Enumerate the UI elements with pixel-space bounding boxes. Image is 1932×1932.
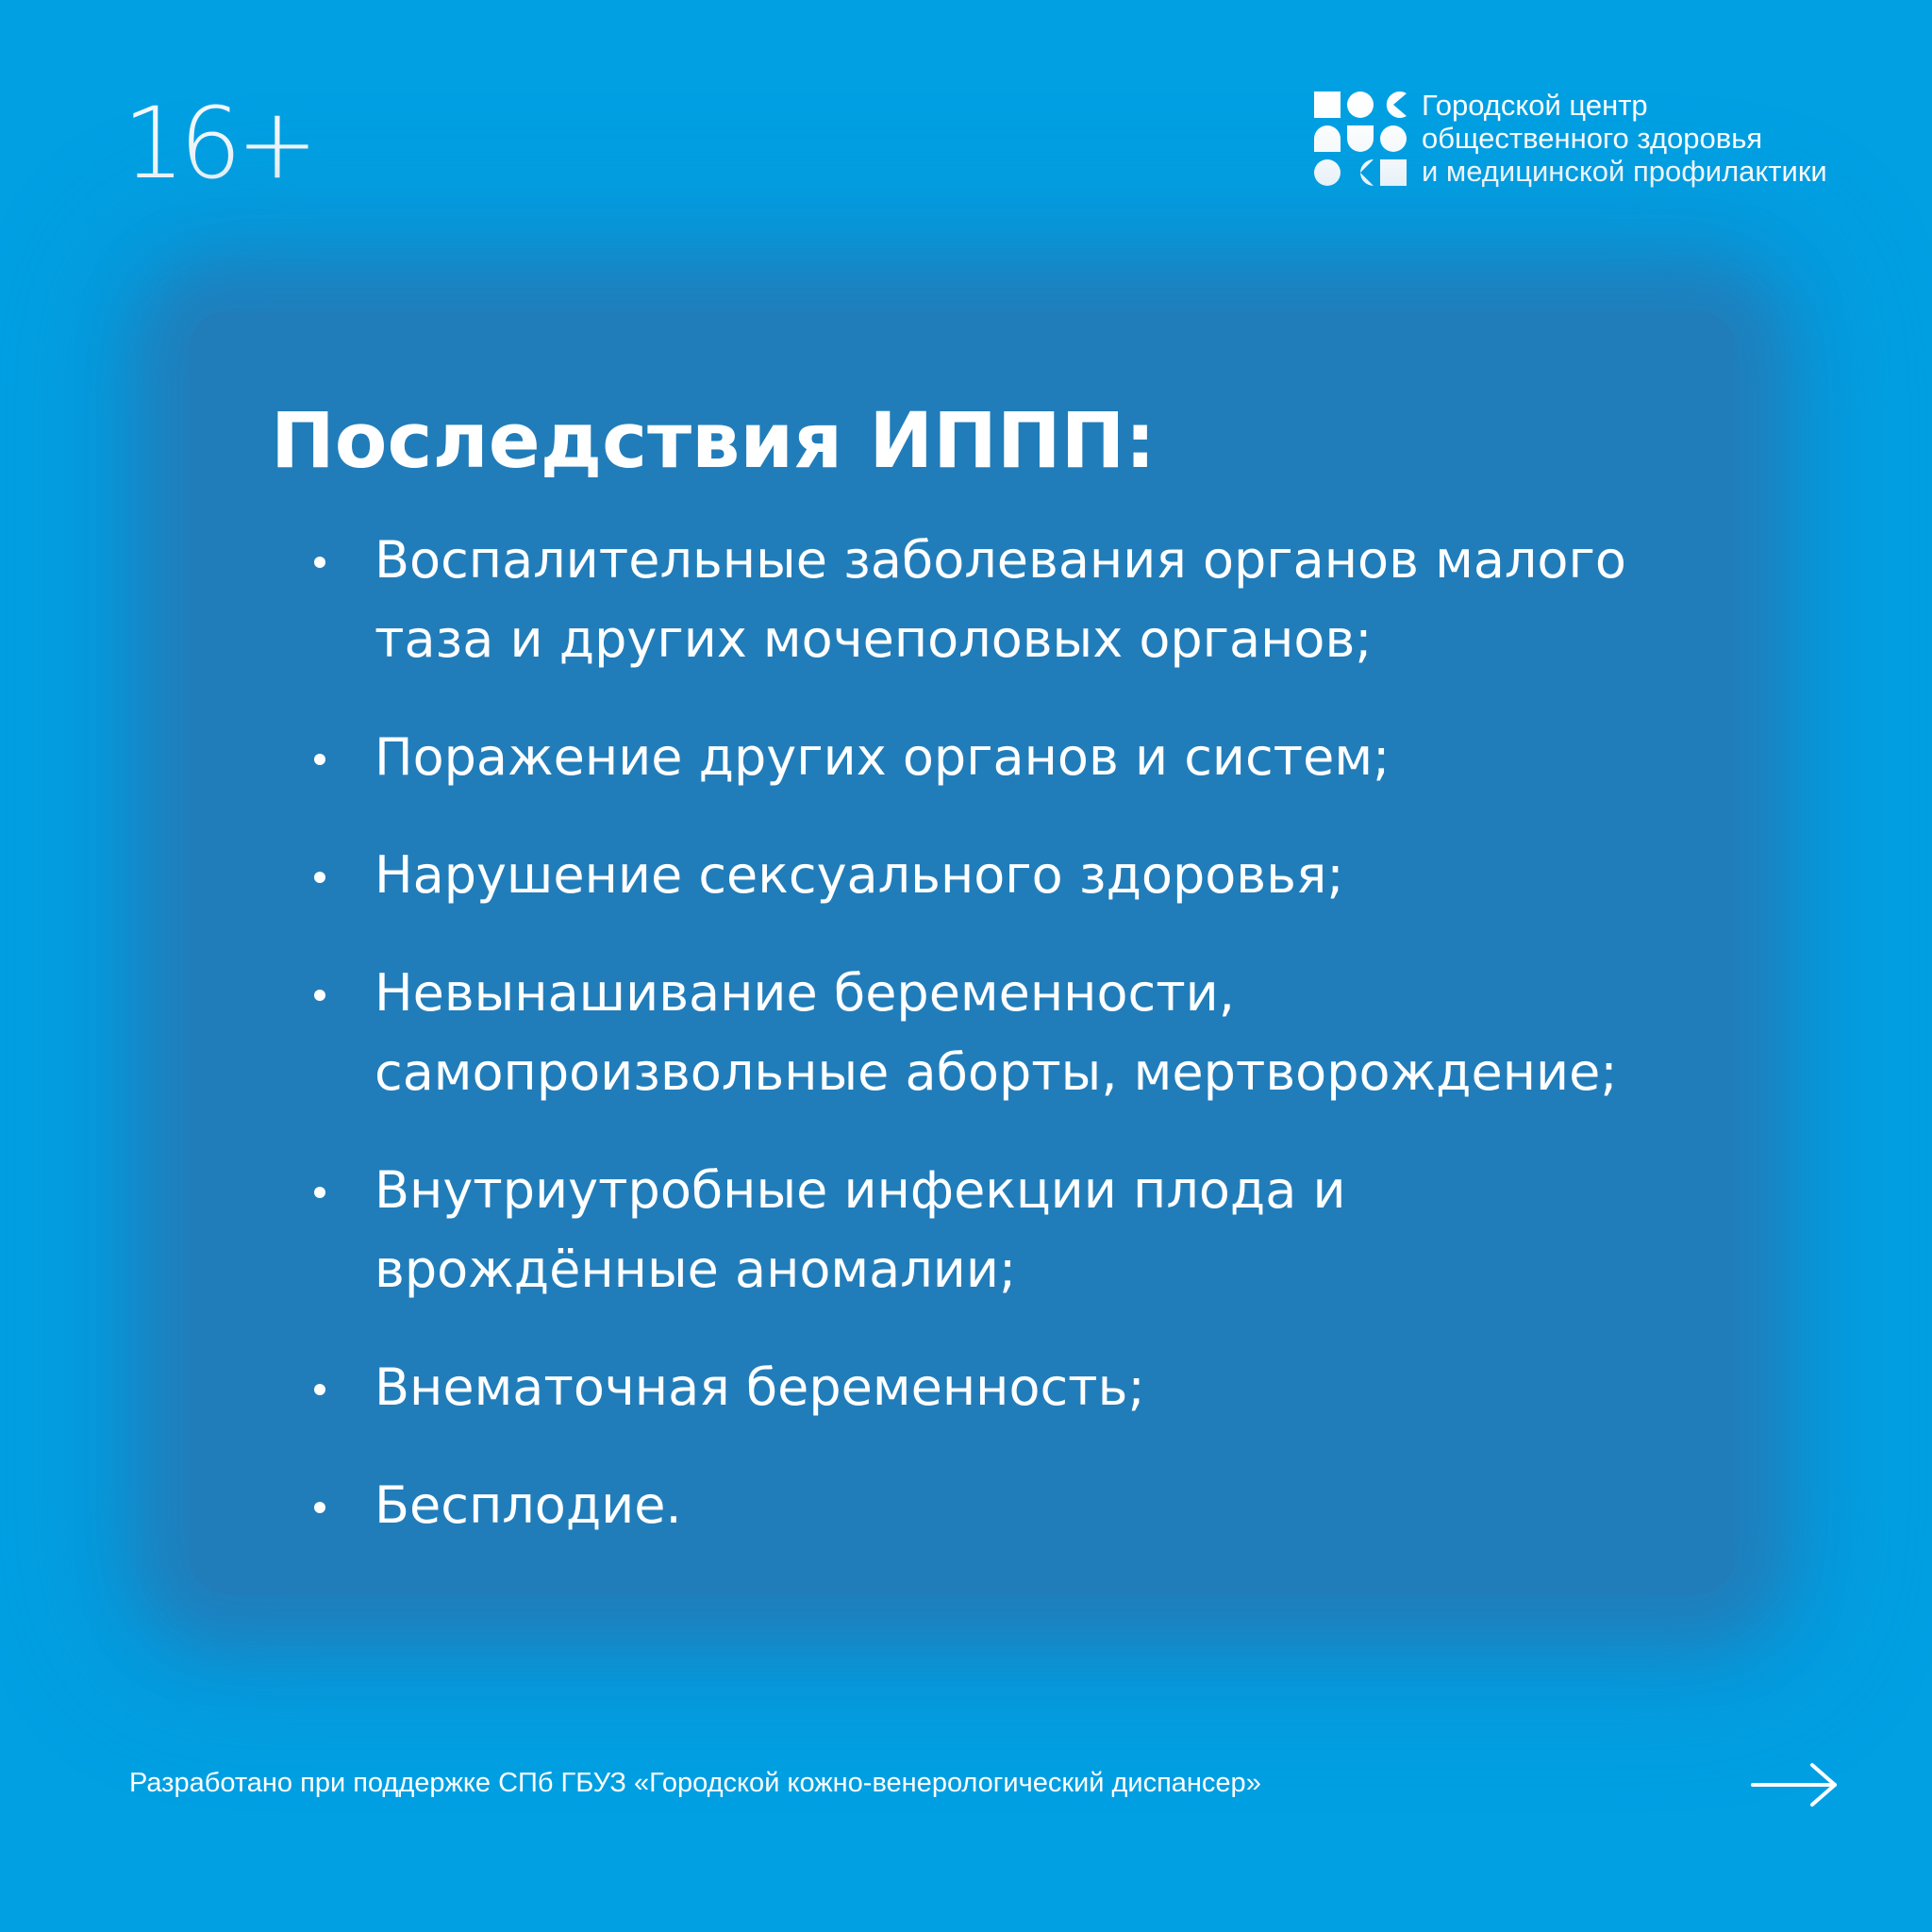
consequences-list <box>311 521 1726 1584</box>
logo-mark-icon <box>1314 92 1407 186</box>
age-rating: 16+ <box>123 86 313 201</box>
bullet-icon <box>314 754 325 765</box>
footer-note: Разработано при поддержке СПб ГБУЗ «Городской кожно-венерологический диспансер» <box>129 1768 1261 1798</box>
list-item <box>311 1348 1726 1427</box>
list-item <box>311 1151 1726 1309</box>
item-line: Внутриутробные инфекции плода и <box>375 1160 1346 1220</box>
bullet-icon <box>314 1187 325 1198</box>
arrow-right-icon[interactable] <box>1750 1762 1840 1807</box>
bullet-icon <box>314 557 325 568</box>
item-line: Внематочная беременность; <box>375 1357 1145 1417</box>
list-item <box>311 954 1726 1112</box>
item-line: самопроизвольные аборты, мертворождение; <box>375 1042 1618 1102</box>
item-line: Поражение других органов и систем; <box>375 727 1391 787</box>
item-line: таза и других мочеполовых органов; <box>375 609 1373 669</box>
item-line: Бесплодие. <box>375 1475 682 1535</box>
logo-line: и медицинской профилактики <box>1422 155 1827 188</box>
item-line: Невынашивание беременности, <box>375 963 1235 1023</box>
logo-line: общественного здоровья <box>1422 122 1763 155</box>
item-line: Нарушение сексуального здоровья; <box>375 845 1344 905</box>
list-item <box>311 521 1726 679</box>
item-line: Воспалительные заболевания органов малого <box>375 530 1626 590</box>
page-title: Последствия ИППП: <box>271 397 1156 486</box>
list-item <box>311 836 1726 915</box>
logo-line: Городской центр <box>1422 89 1648 122</box>
logo-text <box>1422 89 1827 188</box>
bullet-icon <box>314 1502 325 1513</box>
list-item <box>311 1466 1726 1545</box>
bullet-icon <box>314 990 325 1001</box>
bullet-icon <box>314 872 325 883</box>
bullet-icon <box>314 1384 325 1395</box>
logo <box>1314 89 1827 188</box>
list-item <box>311 718 1726 797</box>
item-line: врождённые аномалии; <box>375 1240 1017 1299</box>
